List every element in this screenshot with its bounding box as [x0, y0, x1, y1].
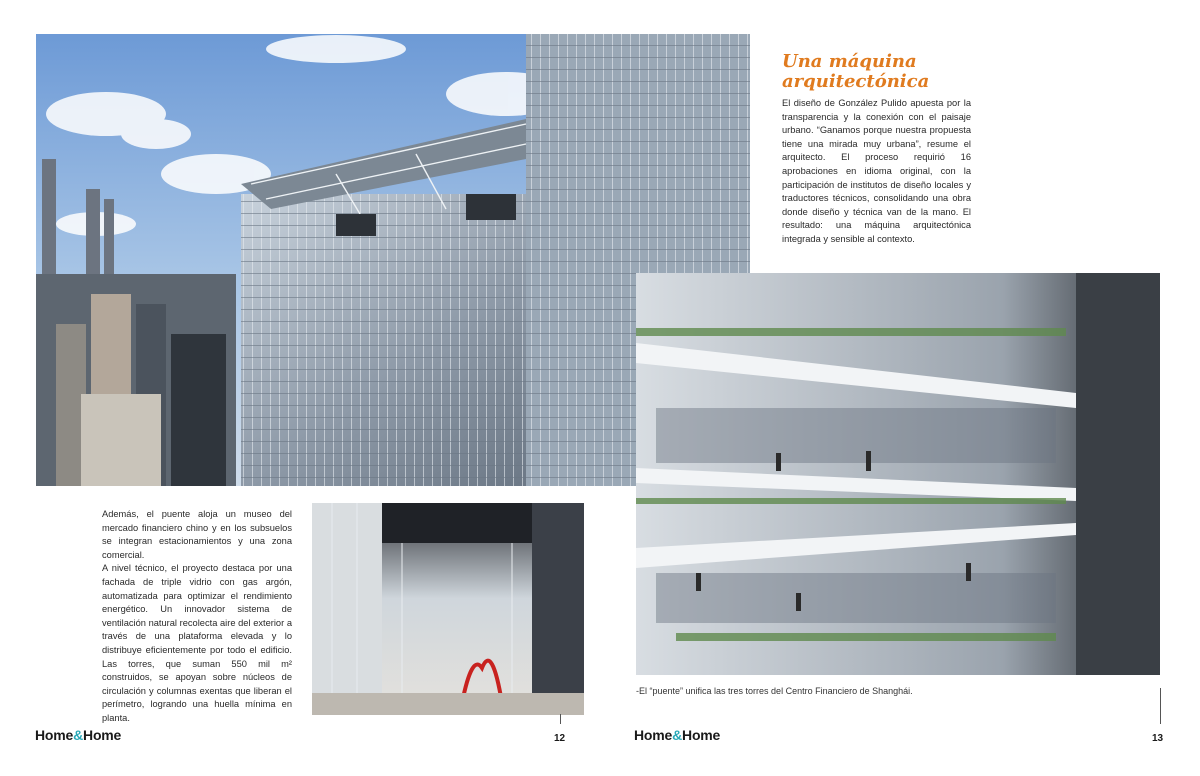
left-column [102, 508, 292, 726]
page-number-right: 13 [1152, 733, 1164, 744]
photo-atrium-interior [636, 273, 1160, 675]
logo-ampersand: & [672, 727, 683, 743]
footer-logo-right [634, 727, 720, 743]
photo-lobby-interior [312, 503, 584, 715]
logo-ampersand: & [73, 727, 84, 743]
footer-divider-right [1160, 688, 1161, 724]
footer-divider-left [560, 714, 561, 724]
logo-word-1: Home [634, 727, 673, 743]
left-paragraph-1: Además, el puente aloja un museo del mercado financiero chino y en los subsuelos se integran estacionamientos y una zona comercial. [102, 509, 292, 560]
logo-word-2: Home [83, 727, 122, 743]
photo-caption: -El “puente” unifica las tres torres del Centro Financiero de Shanghái. [636, 686, 913, 696]
article-heading: Una máquina arquitectónica [782, 51, 930, 92]
right-paragraph: El diseño de González Pulido apuesta por la transparencia y la conexión con el paisaje urbano. “Ganamos porque nuestra propuesta tiene una mirada muy urbana”, resume el arquitecto. El proceso requirió 16 aprobaciones en idioma original, con la participación de institutos de diseño locales y traductores técnicos, consolidando una obra donde diseño y técnica van de la mano. El resultado: una máquina arquitectónica integrada y sensible al contexto. [782, 98, 971, 244]
logo-word-1: Home [35, 727, 74, 743]
left-paragraph-2: A nivel técnico, el proyecto destaca por una fachada de triple vidrio con gas argón, automatizada para optimizar el rendimiento energético. Un innovador sistema de ventilación natural recolecta aire del exterior a través de una plataforma elevada y lo distribuye eficientemente por todo el edificio. Las torres, que suman 550 mil m² construidos, se apoyan sobre núcleos de circulación y columnas exentas que liberan el perímetro, logrando una huella mínima en planta. [102, 563, 292, 723]
page-number-left: 12 [554, 733, 566, 744]
logo-word-2: Home [682, 727, 721, 743]
footer-logo-left [35, 727, 121, 743]
